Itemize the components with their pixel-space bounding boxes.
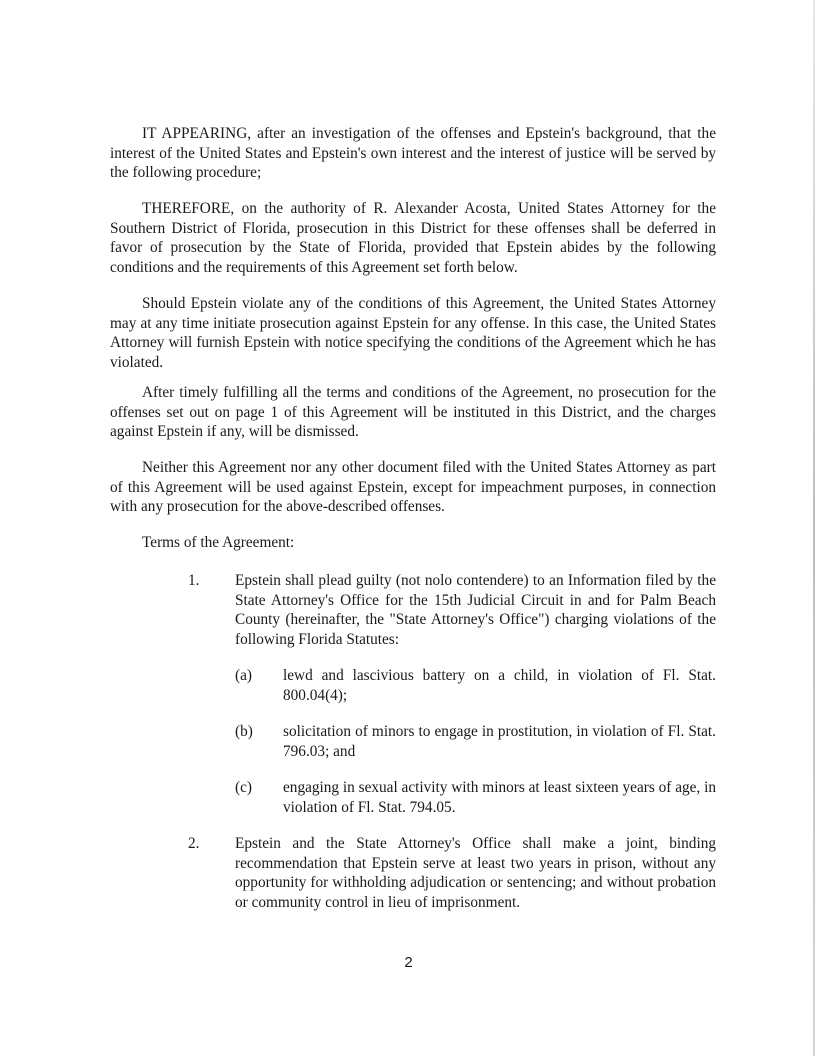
term-1c-text: engaging in sexual activity with minors at least sixteen years of age, in violation of Fl. Stat. 794.05. (283, 779, 716, 816)
paragraph-neither-agreement: Neither this Agreement nor any other document filed with the United States Attorney as part of this Agreement will be used against Epstein, except for impeachment purposes, in connection with any prosecution for the above-described offenses. (110, 459, 716, 516)
page-number: 2 (404, 954, 413, 971)
term-1b-text: solicitation of minors to engage in prostitution, in violation of Fl. Stat. 796.03; and (283, 723, 716, 760)
paragraph-it-appearing: IT APPEARING, after an investigation of the offenses and Epstein's background, that the interest of the United States and Epstein's own interest and the interest of justice will be served by the following procedure; (110, 125, 716, 182)
term-1a-text: lewd and lascivious battery on a child, in violation of Fl. Stat. 800.04(4); (283, 667, 716, 704)
term-2-number: 2. (188, 835, 200, 852)
term-1-text: Epstein shall plead guilty (not nolo contendere) to an Information filed by the State Attorney's Office for the 15th Judicial Circuit in and for Palm Beach County (hereinafter, the "State Attorney's Office") charging violations of the following Florida Statutes: (235, 572, 716, 648)
term-2-text: Epstein and the State Attorney's Office shall make a joint, binding recommendation that Epstein serve at least two years in prison, without any opportunity for withholding adjudication or sentencing; and without probation or community control in lieu of imprisonment. (235, 835, 716, 911)
term-1b-label: (b) (235, 723, 253, 740)
paragraph-fulfilling-terms: After timely fulfilling all the terms and conditions of the Agreement, no prosecution for the offenses set out on page 1 of this Agreement will be instituted in this District, and the charges against Epstein if any, will be dismissed. (110, 384, 716, 441)
scan-edge-shadow (813, 0, 815, 1056)
term-1a-label: (a) (235, 667, 252, 684)
paragraph-therefore: THEREFORE, on the authority of R. Alexander Acosta, United States Attorney for the Southern District of Florida, prosecution in this District for these offenses shall be deferred in favor of prosecution by the State of Florida, provided that Epstein abides by the following conditions and the requirements of this Agreement set forth below. (110, 200, 716, 276)
paragraph-violation: Should Epstein violate any of the conditions of this Agreement, the United States Attorney may at any time initiate prosecution against Epstein for any offense. In this case, the United States Attorney will furnish Epstein with notice specifying the conditions of the Agreement which he has violated. (110, 295, 716, 371)
term-1c-label: (c) (235, 779, 252, 796)
terms-heading: Terms of the Agreement: (142, 534, 295, 551)
term-1-number: 1. (188, 572, 200, 589)
